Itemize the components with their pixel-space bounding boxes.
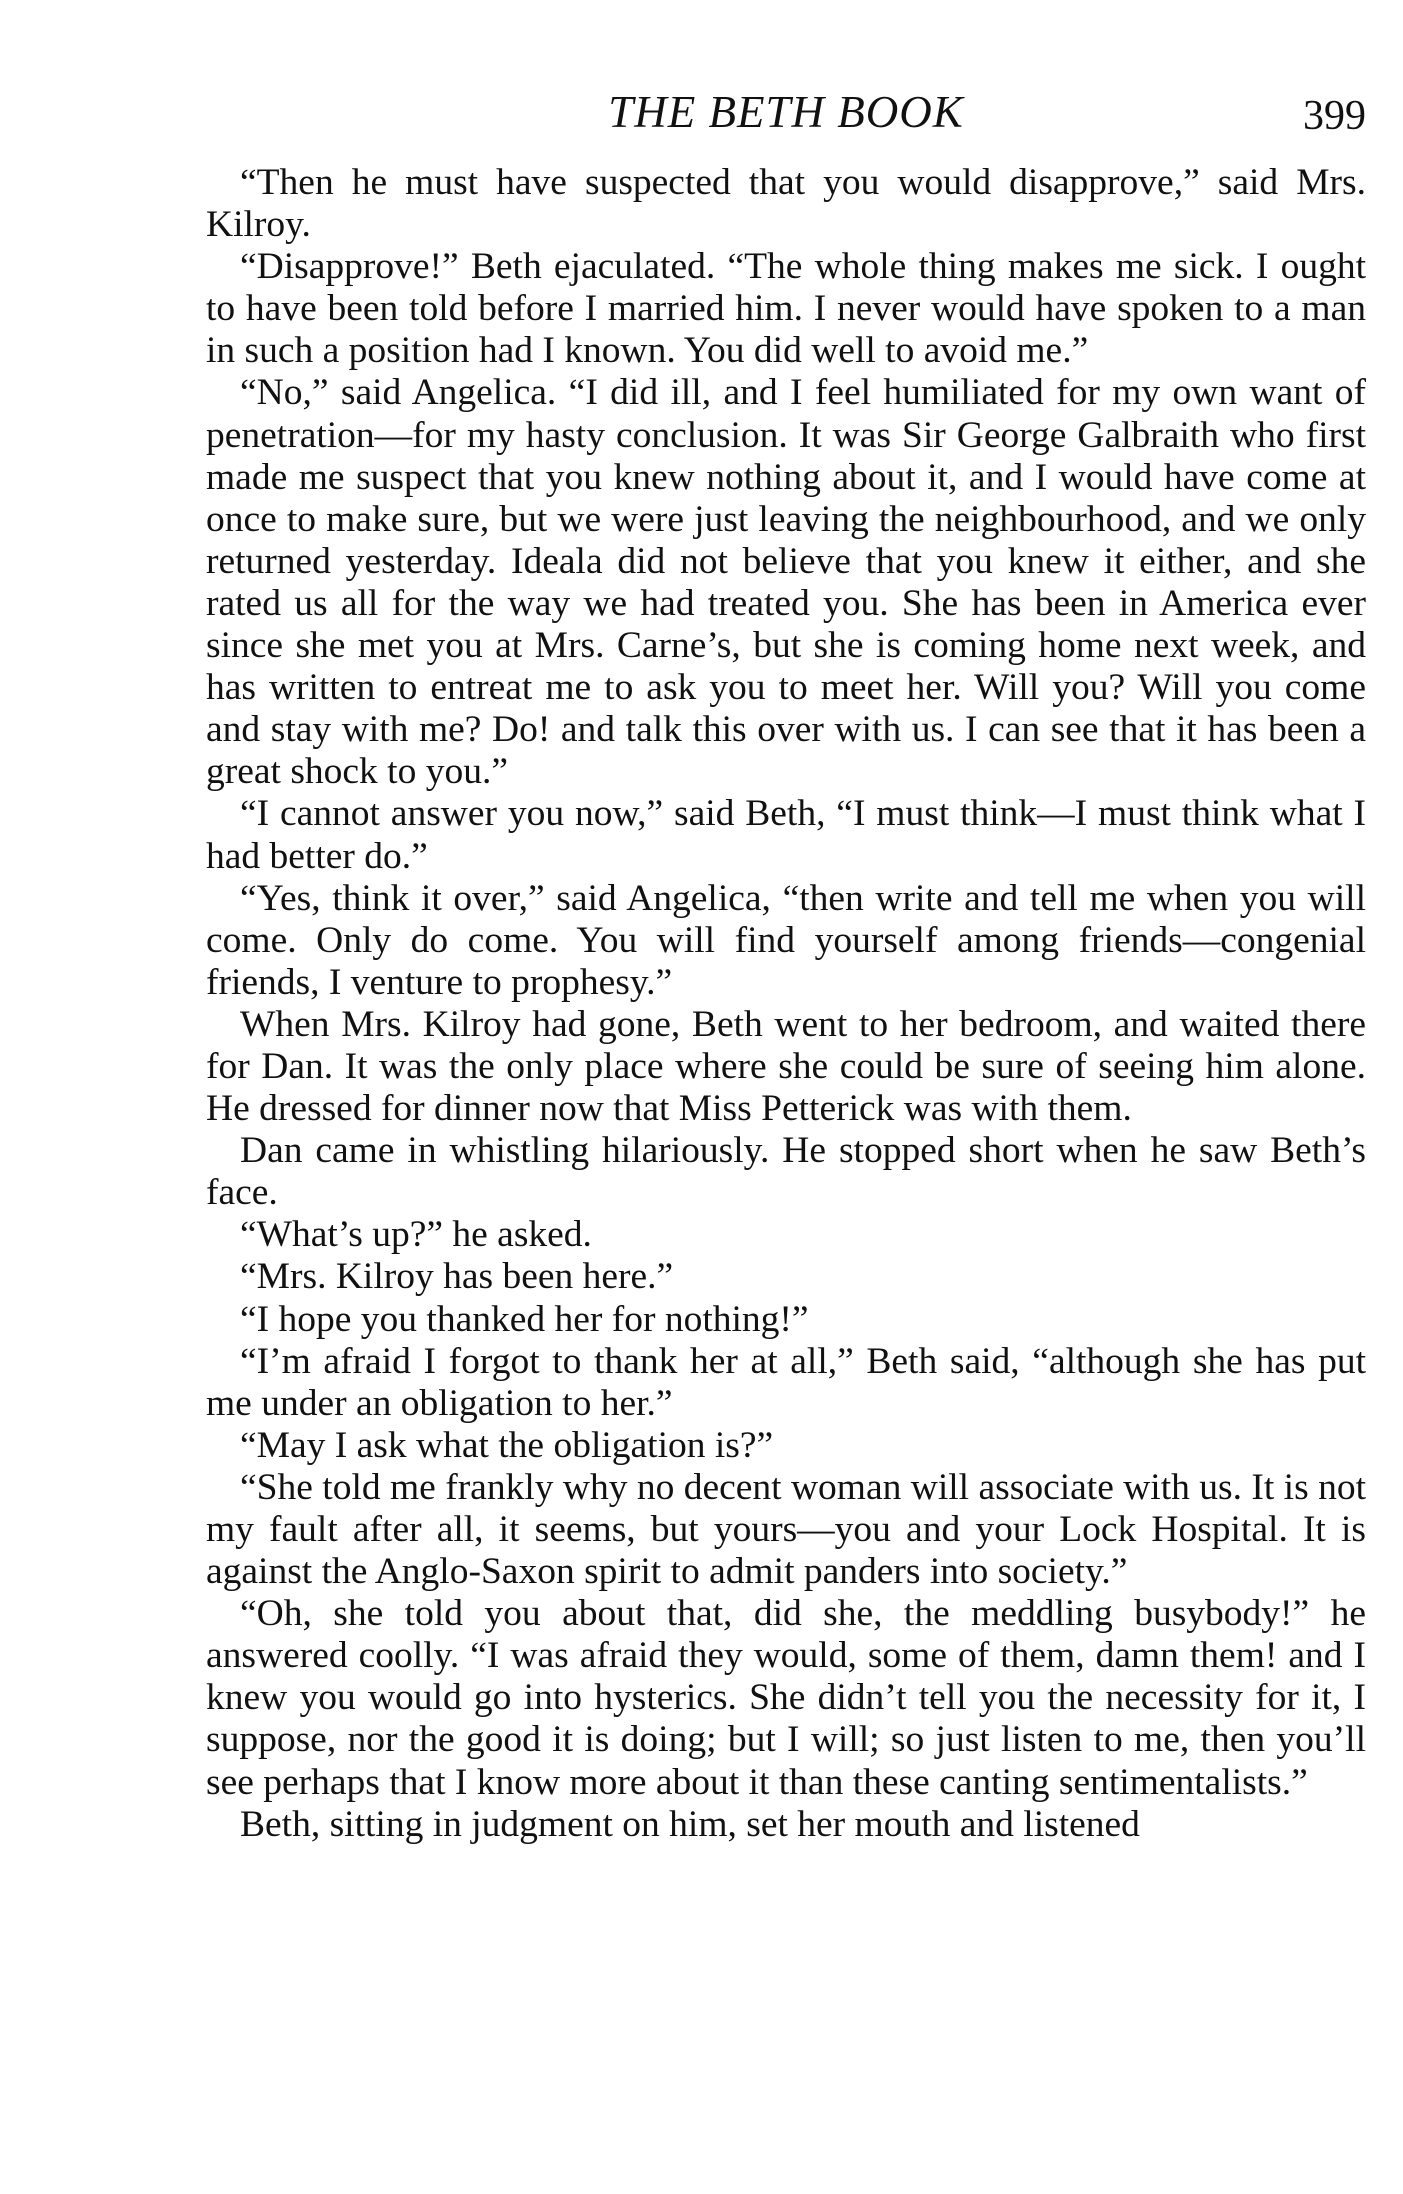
paragraph: “No,” said Angelica. “I did ill, and I feel humiliated for my own want of penetration—for my hasty conclusion. It was Sir George Galbraith who first made me suspect that you knew nothing about it, and I would have come at once to make sure, but we were just leaving the neighbourhood, and we only returned yesterday. Ideala did not believe that you knew it either, and she rated us all for the way we had treated you. She has been in America ever since she met you at Mrs. Carne’s, but she is coming home next week, and has written to entreat me to ask you to meet her. Will you? Will you come and stay with me? Do! and talk this over with us. I can see that it has been a great shock to you.” — [206, 372, 1366, 793]
paragraph: “I’m afraid I forgot to thank her at all,” Beth said, “although she has put me under an obligation to her.” — [206, 1340, 1366, 1424]
paragraph: “Disapprove!” Beth ejaculated. “The whole thing makes me sick. I ought to have been told before I married him. I never would have spoken to a man in such a position had I known. You did well to avoid me.” — [206, 246, 1366, 372]
paragraph: “Then he must have suspected that you would disapprove,” said Mrs. Kilroy. — [206, 162, 1366, 246]
paragraph: “I cannot answer you now,” said Beth, “I must think—I must think what I had better do.” — [206, 793, 1366, 877]
paragraph: Beth, sitting in judgment on him, set her mouth and listened — [240, 1803, 1140, 1845]
paragraph: Dan came in whistling hilariously. He stopped short when he saw Beth’s face. — [206, 1130, 1366, 1214]
paragraph: “May I ask what the obligation is?” — [240, 1424, 774, 1466]
paragraph: “She told me frankly why no decent woman will associate with us. It is not my fault after all, it seems, but yours—you and your Lock Hospital. It is against the Anglo-Saxon spirit to admit panders into society.” — [206, 1466, 1366, 1593]
running-head — [206, 78, 1366, 148]
paragraph: “What’s up?” he asked. — [240, 1214, 592, 1256]
page-number: 399 — [1303, 93, 1366, 139]
running-title: THE BETH BOOK — [608, 87, 964, 137]
paragraph: “Oh, she told you about that, did she, the meddling busybody!” he answered coolly. “I was afraid they would, some of them, damn them! and I knew you would go into hysterics. She didn’t tell you the necessity for it, I suppose, nor the good it is doing; but I will; so just listen to me, then you’ll see perhaps that I know more about it than these canting sentimentalists.” — [206, 1593, 1366, 1803]
paragraph: “I hope you thanked her for nothing!” — [240, 1298, 809, 1340]
paragraph: When Mrs. Kilroy had gone, Beth went to her bedroom, and waited there for Dan. It was the only place where she could be sure of seeing him alone. He dressed for dinner now that Miss Petterick was with them. — [206, 1003, 1366, 1130]
body-text — [206, 162, 1366, 1846]
paragraph: “Mrs. Kilroy has been here.” — [240, 1256, 674, 1298]
paragraph: “Yes, think it over,” said Angelica, “then write and tell me when you will come. Only do come. You will find yourself among friends—congenial friends, I venture to prophesy.” — [206, 877, 1366, 1003]
